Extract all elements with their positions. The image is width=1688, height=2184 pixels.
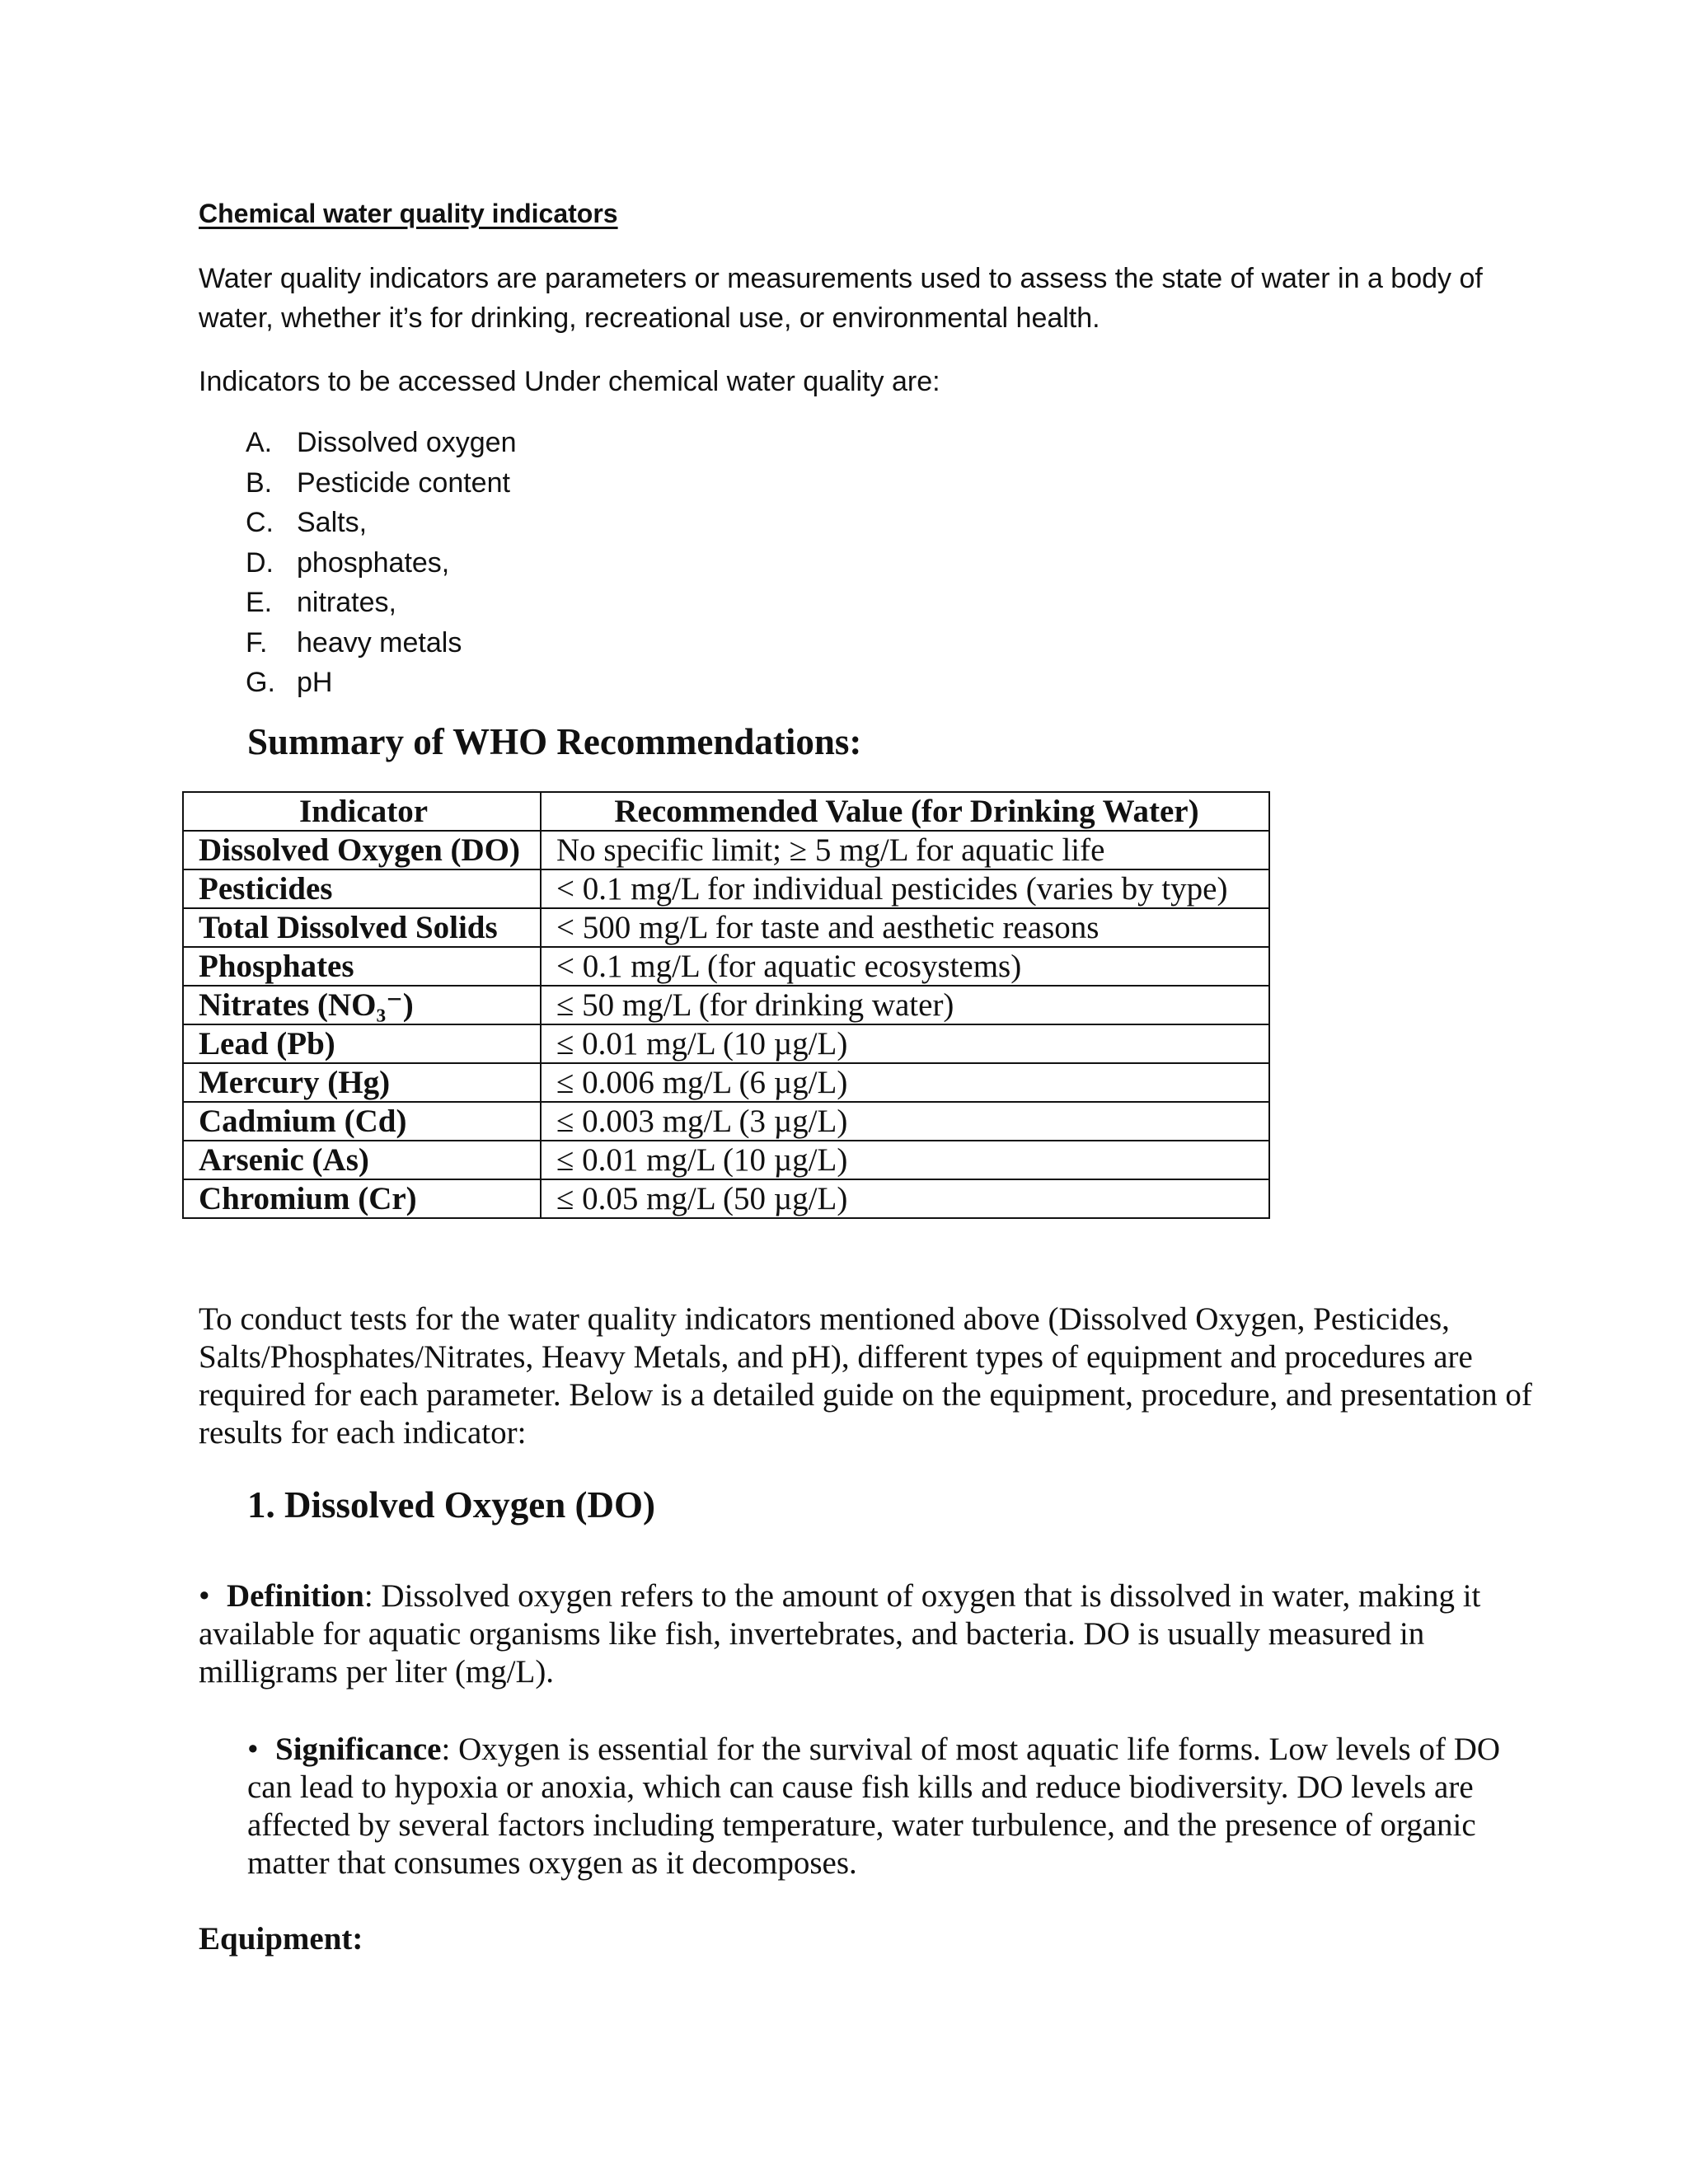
table-cell-indicator: Dissolved Oxygen (DO)	[183, 831, 541, 869]
list-item-text: nitrates,	[297, 587, 396, 618]
table-row	[183, 831, 1269, 869]
table-row	[183, 986, 1269, 1024]
table-row	[183, 947, 1269, 986]
table-cell-indicator: Pesticides	[183, 869, 541, 908]
table-cell-indicator: Mercury (Hg)	[183, 1063, 541, 1102]
table-cell-value: < 500 mg/L for taste and aesthetic reasons	[541, 908, 1269, 947]
table-cell-value: No specific limit; ≥ 5 mg/L for aquatic life	[541, 831, 1269, 869]
table-row	[183, 1179, 1269, 1218]
list-item-text: pH	[297, 667, 333, 698]
list-item-text: heavy metals	[297, 626, 462, 658]
equipment-heading: Equipment:	[199, 1921, 363, 1957]
table-header-indicator: Indicator	[183, 792, 541, 831]
bullet-icon: •	[199, 1578, 210, 1614]
significance-text: : Oxygen is essential for the survival of most aquatic life forms. Low levels of DO can lead to hypoxia or anoxia, which can cause fish kills and reduce biodiversity. DO levels are affected by several factors including temperature, water turbulence, and the presence of organic matter that consumes oxygen as it decomposes.	[247, 1732, 1501, 1881]
definition-label: Definition	[227, 1578, 364, 1614]
list-item	[246, 663, 516, 703]
list-item	[246, 543, 516, 583]
definition-text: : Dissolved oxygen refers to the amount of oxygen that is dissolved in water, making it available for aquatic organisms like fish, invertebrates, and bacteria. DO is usually measured in milligrams per liter (mg/L).	[199, 1578, 1481, 1690]
table-cell-value: ≤ 50 mg/L (for drinking water)	[541, 986, 1269, 1024]
indicators-intro: Indicators to be accessed Under chemical water quality are:	[199, 366, 940, 397]
table-row	[183, 869, 1269, 908]
table-cell-indicator: Chromium (Cr)	[183, 1179, 541, 1218]
list-item	[246, 583, 516, 623]
who-summary-heading: Summary of WHO Recommendations:	[247, 721, 862, 762]
table-cell-indicator: Total Dissolved Solids	[183, 908, 541, 947]
list-item	[246, 463, 516, 504]
table-cell-indicator: Phosphates	[183, 947, 541, 986]
list-item-text: Dissolved oxygen	[297, 427, 517, 458]
list-item	[246, 423, 516, 463]
section-heading-dissolved-oxygen: 1. Dissolved Oxygen (DO)	[247, 1484, 655, 1526]
table-cell-value: ≤ 0.01 mg/L (10 µg/L)	[541, 1024, 1269, 1063]
table-cell-indicator: Nitrates (NO₃⁻)	[183, 986, 541, 1024]
table-header-recommended-value: Recommended Value (for Drinking Water)	[541, 792, 1269, 831]
table-cell-indicator: Arsenic (As)	[183, 1141, 541, 1179]
definition-paragraph	[199, 1577, 1534, 1691]
table-cell-value: ≤ 0.003 mg/L (3 µg/L)	[541, 1102, 1269, 1141]
list-item	[246, 503, 516, 543]
table-row	[183, 1024, 1269, 1063]
table-cell-indicator: Cadmium (Cd)	[183, 1102, 541, 1141]
list-item-letter: A.	[246, 427, 273, 458]
tests-paragraph: To conduct tests for the water quality indicators mentioned above (Dissolved Oxygen, Pesticides, Salts/Phosphates/Nitrates, Heavy Metals, and pH), different types of equipment and procedures are required for each parameter. Below is a detailed guide on the equipment, procedure, and presentation of results for each indicator:	[199, 1301, 1532, 1451]
document-heading: Chemical water quality indicators	[199, 199, 618, 228]
significance-paragraph	[247, 1731, 1533, 1882]
table-cell-value: ≤ 0.01 mg/L (10 µg/L)	[541, 1141, 1269, 1179]
list-item-letter: G.	[246, 667, 275, 698]
list-item-letter: B.	[246, 466, 273, 499]
table-cell-value: ≤ 0.05 mg/L (50 µg/L)	[541, 1179, 1269, 1218]
list-item-text: Pesticide content	[297, 466, 510, 499]
significance-label: Significance	[275, 1732, 442, 1767]
table-row	[183, 1063, 1269, 1102]
list-item-letter: C.	[246, 507, 274, 538]
table-cell-value: < 0.1 mg/L for individual pesticides (varies by type)	[541, 869, 1269, 908]
indicator-list	[246, 423, 516, 703]
list-item-letter: F.	[246, 626, 268, 658]
table-cell-value: < 0.1 mg/L (for aquatic ecosystems)	[541, 947, 1269, 986]
list-item	[246, 623, 516, 663]
list-item-text: phosphates,	[297, 546, 450, 579]
table-row	[183, 908, 1269, 947]
table-row	[183, 1102, 1269, 1141]
intro-paragraph: Water quality indicators are parameters or measurements used to assess the state of water in a body of water, whether it’s for drinking, recreational use, or environmental health.	[199, 263, 1483, 334]
table-cell-indicator: Lead (Pb)	[183, 1024, 541, 1063]
table-header-row	[183, 792, 1269, 831]
list-item-text: Salts,	[297, 507, 368, 538]
who-recommendations-table	[182, 791, 1270, 1219]
bullet-icon: •	[247, 1732, 259, 1767]
table-row	[183, 1141, 1269, 1179]
list-item-letter: E.	[246, 587, 273, 618]
table-cell-value: ≤ 0.006 mg/L (6 µg/L)	[541, 1063, 1269, 1102]
list-item-letter: D.	[246, 546, 274, 579]
